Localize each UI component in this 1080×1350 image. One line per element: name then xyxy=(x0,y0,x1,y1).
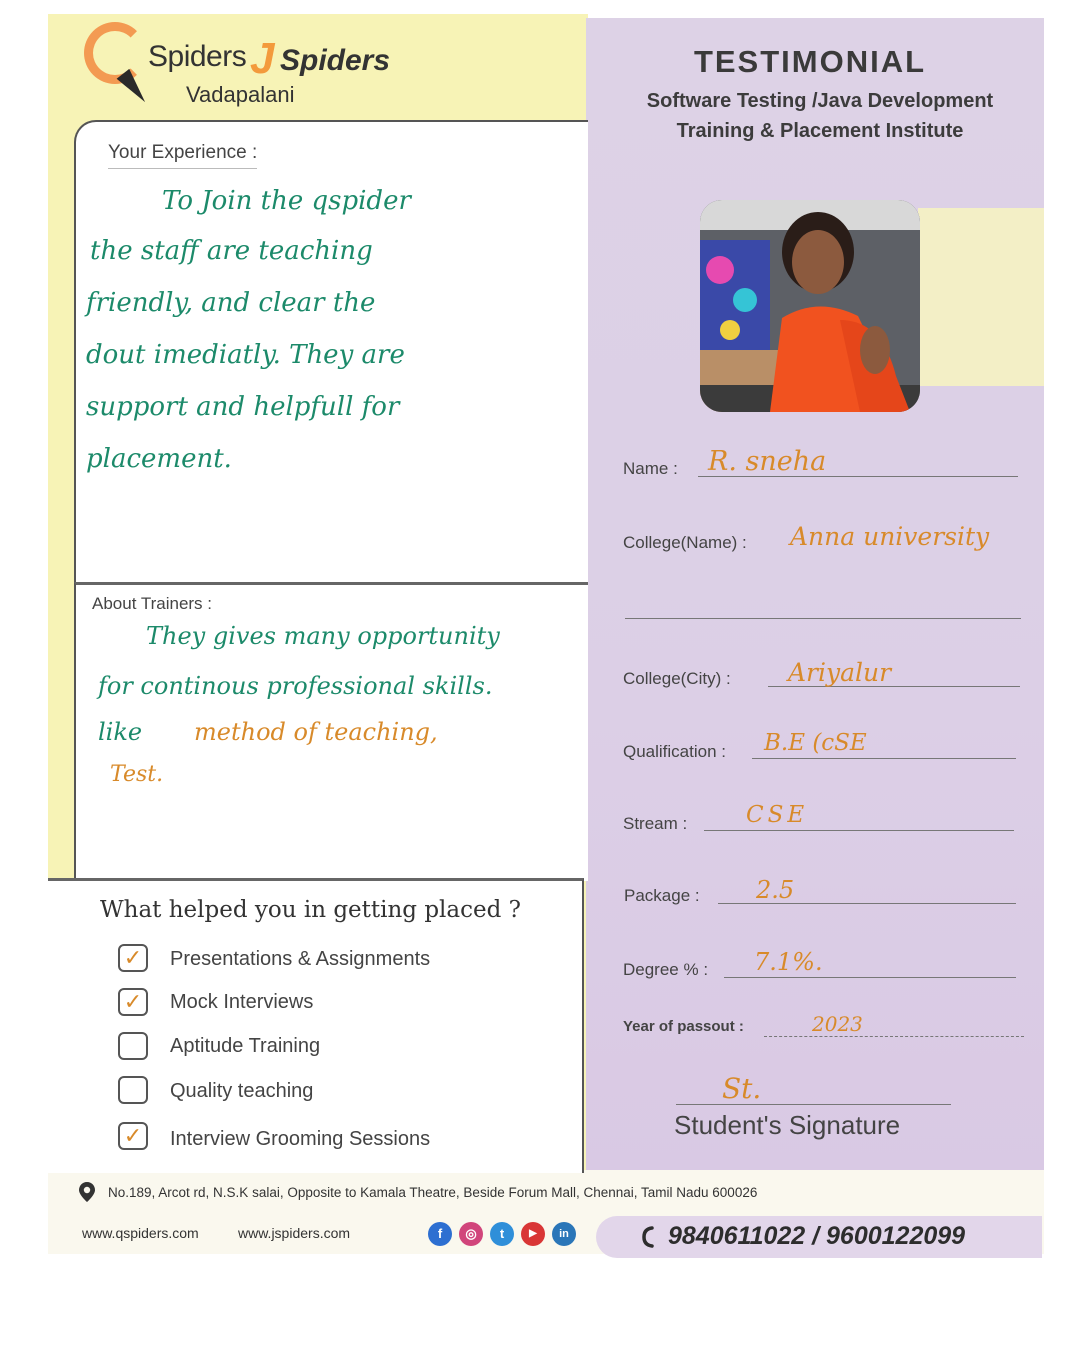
page-title: TESTIMONIAL xyxy=(693,44,927,79)
package-value: 2.5 xyxy=(756,876,795,904)
trainers-line: They gives many opportunity xyxy=(146,622,500,650)
qualification-label: Qualification : xyxy=(623,742,726,761)
qualification-line xyxy=(752,758,1016,759)
stream-value: CSE xyxy=(746,802,809,828)
experience-line: To Join the qspider xyxy=(162,186,411,216)
option-label: Presentations & Assignments xyxy=(170,948,431,970)
option-label: Aptitude Training xyxy=(170,1035,321,1057)
qualification-value: B.E (cSE xyxy=(764,730,867,756)
signature-label: Student's Signature xyxy=(674,1110,901,1140)
trainers-line: Test. xyxy=(110,762,164,787)
checkbox-aptitude[interactable] xyxy=(118,1032,148,1060)
experience-line: support and helpfull for xyxy=(86,392,400,422)
student-photo-illustration xyxy=(700,200,920,412)
experience-label: Your Experience : xyxy=(108,142,257,169)
name-value: R. sneha xyxy=(708,446,827,477)
right-background xyxy=(586,18,1044,1172)
experience-line: dout imediatly. They are xyxy=(86,340,405,370)
name-label: Name : xyxy=(623,459,678,478)
degree-line xyxy=(724,977,1016,978)
instagram-icon[interactable]: ◎ xyxy=(459,1222,483,1246)
signature-mark: St. xyxy=(722,1072,762,1105)
signature-line xyxy=(676,1104,951,1105)
option-label: Interview Grooming Sessions xyxy=(170,1128,431,1150)
brand-qspiders: Spiders xyxy=(148,40,247,73)
youtube-icon[interactable]: ▶ xyxy=(521,1222,545,1246)
stream-line xyxy=(704,830,1014,831)
experience-line: friendly, and clear the xyxy=(86,288,376,318)
college-name-label: College(Name) : xyxy=(623,533,747,552)
trainers-line: method of teaching, xyxy=(194,718,438,746)
checkbox-interview-grooming[interactable] xyxy=(118,1122,148,1150)
passout-label: Year of passout : xyxy=(623,1018,744,1035)
brand-jspiders: Spiders xyxy=(280,44,391,77)
trainers-line: like xyxy=(98,718,143,746)
college-name-value: Anna university xyxy=(790,522,990,551)
student-photo xyxy=(700,200,920,412)
location-pin-icon xyxy=(78,1181,96,1203)
right-yellow-band xyxy=(918,208,1044,386)
trainers-line: for continous professional skills. xyxy=(98,672,493,700)
branch-name: Vadapalani xyxy=(186,82,295,107)
helped-question: What helped you in getting placed ? xyxy=(100,897,521,923)
option-label: Mock Interviews xyxy=(170,991,314,1013)
website-jspiders[interactable]: www.jspiders.com xyxy=(238,1225,351,1241)
college-city-value: Ariyalur xyxy=(788,658,892,687)
passout-line xyxy=(764,1036,1024,1037)
passout-value: 2023 xyxy=(812,1012,863,1036)
phone-icon xyxy=(640,1226,656,1248)
website-qspiders[interactable]: www.qspiders.com xyxy=(82,1225,199,1241)
subtitle-2: Training & Placement Institute xyxy=(676,120,964,142)
qspiders-logo-icon xyxy=(84,22,146,84)
trainers-label: About Trainers : xyxy=(92,594,213,613)
experience-line: the staff are teaching xyxy=(90,236,373,266)
stream-label: Stream : xyxy=(623,814,688,833)
check-mark-icon: ✓ xyxy=(123,945,143,970)
checkbox-mock-interviews[interactable] xyxy=(118,988,148,1016)
option-label: Quality teaching xyxy=(170,1080,314,1102)
brand-j-letter: J xyxy=(250,34,275,83)
checkbox-presentations[interactable] xyxy=(118,944,148,972)
degree-label: Degree % : xyxy=(623,960,709,979)
degree-value: 7.1%. xyxy=(754,948,823,976)
linkedin-icon[interactable]: in xyxy=(552,1222,576,1246)
subtitle-1: Software Testing /Java Development xyxy=(646,90,994,112)
experience-line: placement. xyxy=(86,444,232,474)
package-label: Package : xyxy=(624,886,700,905)
facebook-icon[interactable]: f xyxy=(428,1222,452,1246)
phone-number[interactable]: 9840611022 / 9600122099 xyxy=(668,1222,966,1250)
checkbox-quality-teaching[interactable] xyxy=(118,1076,148,1104)
college-city-label: College(City) : xyxy=(623,669,731,688)
twitter-icon[interactable]: t xyxy=(490,1222,514,1246)
check-mark-icon: ✓ xyxy=(123,989,143,1014)
footer-address: No.189, Arcot rd, N.S.K salai, Opposite to Kamala Theatre, Beside Forum Mall, Chennai, Tamil Nadu 600026 xyxy=(108,1185,758,1200)
check-mark-icon: ✓ xyxy=(123,1123,143,1148)
college-name-line-2 xyxy=(625,618,1021,619)
